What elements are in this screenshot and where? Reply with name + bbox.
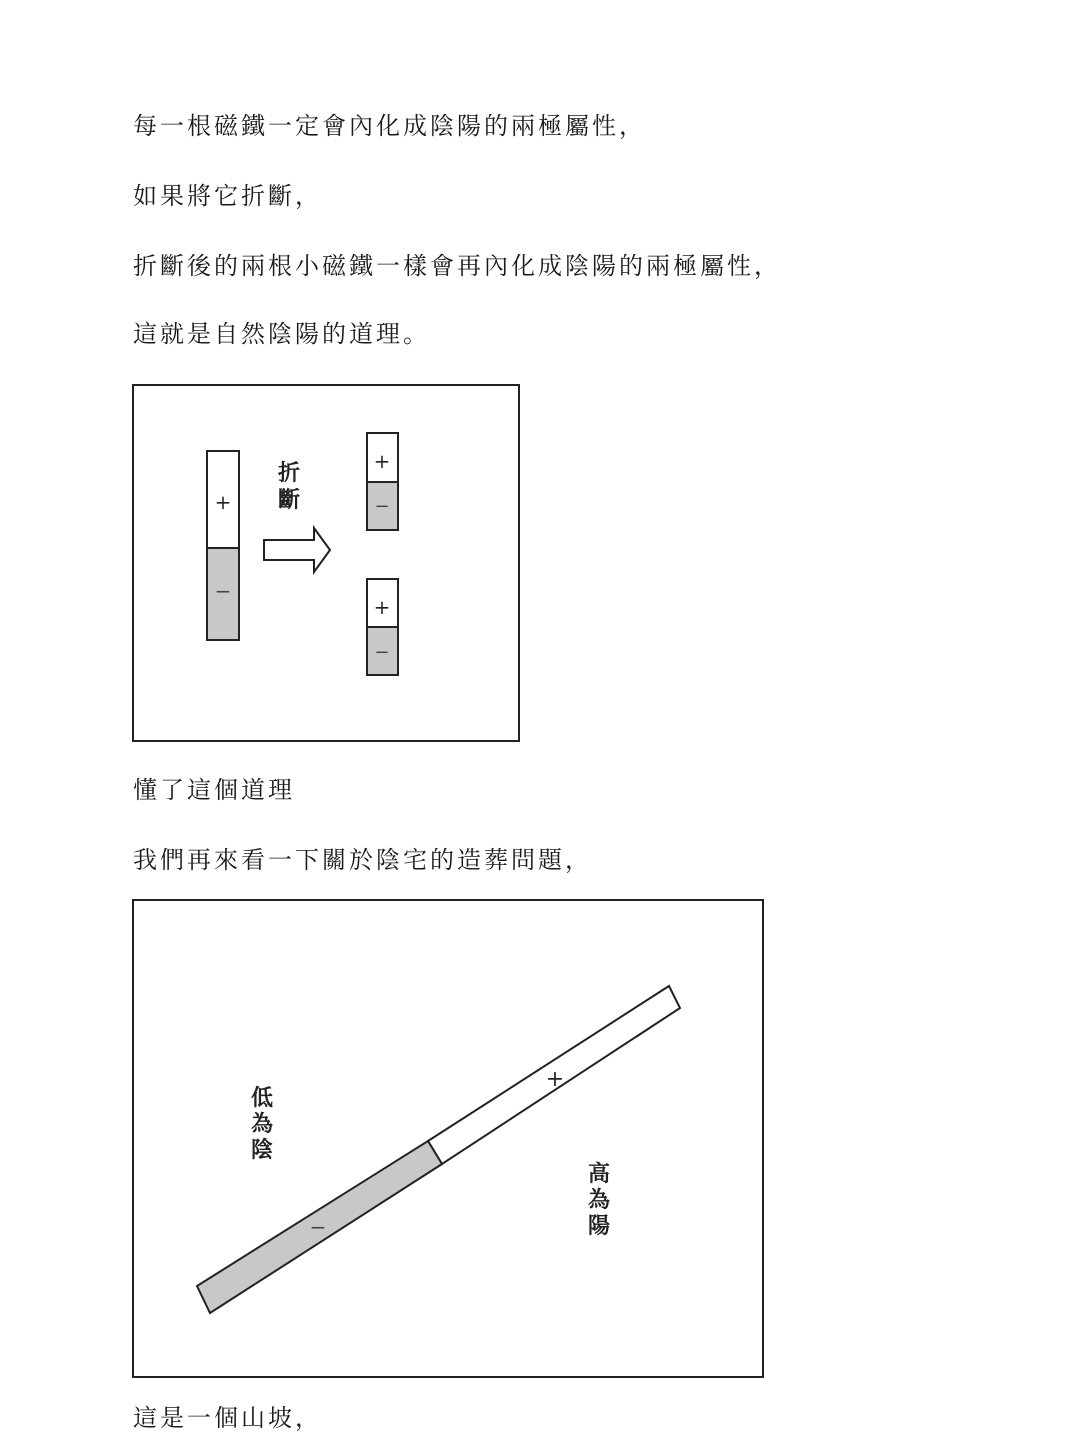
arrow-label-zhe: 折 <box>277 460 301 486</box>
slope-plus: + <box>545 1067 565 1092</box>
hillside-diagram <box>132 899 764 1378</box>
small-magnet-bottom-minus: − <box>374 642 390 663</box>
small-magnet-top-minus: − <box>374 496 390 517</box>
paragraph-1: 每一根磁鐵一定會內化成陰陽的兩極屬性， <box>133 112 646 140</box>
big-magnet-plus: + <box>214 490 232 514</box>
paragraph-2: 如果將它折斷， <box>133 182 322 210</box>
paragraph-3: 折斷後的兩根小磁鐵一樣會再內化成陰陽的兩極屬性， <box>133 252 781 280</box>
arrow-label-duan: 斷 <box>277 487 301 513</box>
right-arrow-icon <box>264 528 330 572</box>
slope-minus: − <box>309 1215 327 1239</box>
big-magnet-minus: − <box>214 579 232 603</box>
low-label-3: 陰 <box>250 1137 274 1163</box>
paragraph-7: 這是一個山坡， <box>133 1404 322 1432</box>
paragraph-5: 懂了這個道理 <box>133 776 295 804</box>
hillside-svg <box>134 901 762 1376</box>
paragraph-4: 這就是自然陰陽的道理。 <box>133 320 430 348</box>
low-label-1: 低 <box>250 1085 274 1111</box>
low-label-2: 為 <box>250 1111 274 1137</box>
magnet-break-svg <box>134 386 518 740</box>
paragraph-6: 我們再來看一下關於陰宅的造葬問題， <box>133 846 592 874</box>
magnet-break-diagram <box>132 384 520 742</box>
small-magnet-top-plus: + <box>373 449 391 473</box>
high-label-3: 陽 <box>587 1213 611 1239</box>
high-label-2: 為 <box>587 1187 611 1213</box>
high-label-1: 高 <box>587 1161 611 1187</box>
small-magnet-bottom-plus: + <box>373 595 391 619</box>
